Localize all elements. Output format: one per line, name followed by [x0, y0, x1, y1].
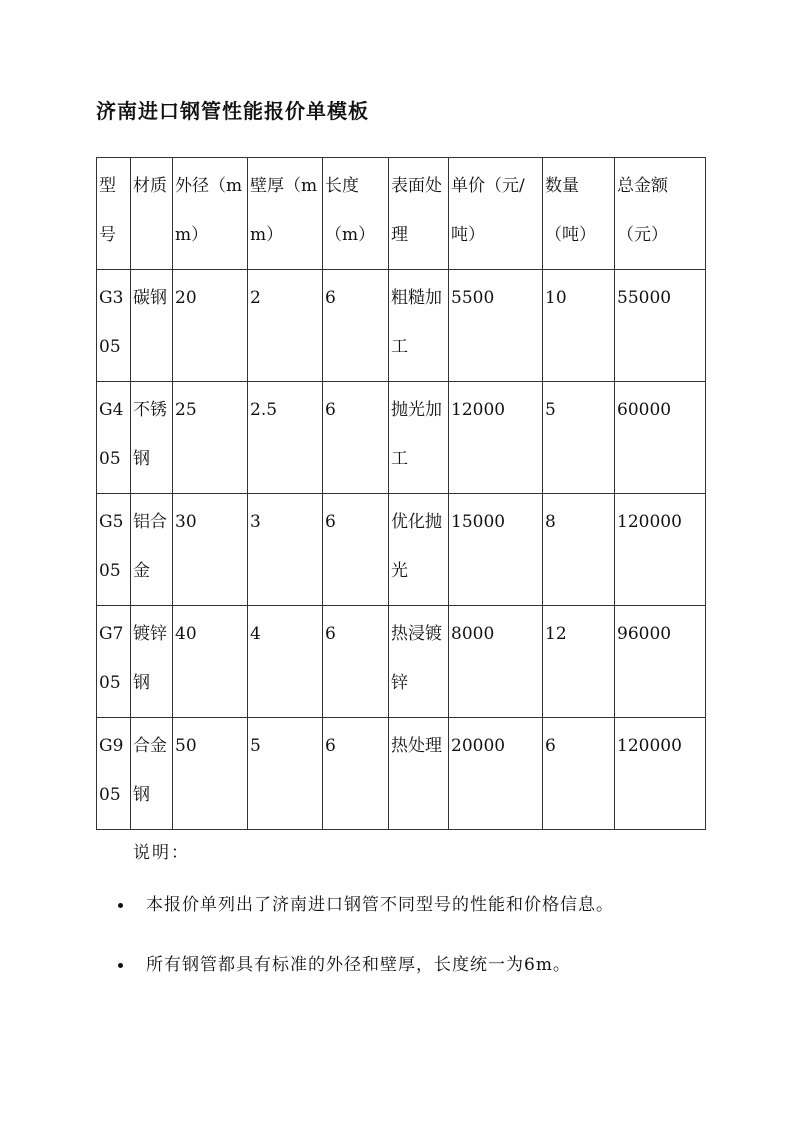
header-cell-unit-price: 单价（元/吨）: [449, 158, 543, 270]
cell-quantity: 12: [543, 606, 615, 718]
table-row: [97, 606, 706, 718]
cell-model: G505: [97, 494, 131, 606]
cell-quantity: 8: [543, 494, 615, 606]
header-cell-model: 型号: [97, 158, 131, 270]
price-table: [96, 157, 706, 830]
cell-total: 120000: [615, 718, 706, 830]
cell-outer-diameter: 50: [173, 718, 248, 830]
table-row: [97, 718, 706, 830]
cell-model: G305: [97, 270, 131, 382]
cell-total: 60000: [615, 382, 706, 494]
cell-unit-price: 20000: [449, 718, 543, 830]
cell-length: 6: [323, 606, 389, 718]
notes-label: 说明：: [133, 843, 190, 863]
cell-unit-price: 12000: [449, 382, 543, 494]
cell-wall-thickness: 5: [248, 718, 323, 830]
cell-surface: 粗糙加工: [389, 270, 449, 382]
bullet-icon: [118, 963, 123, 968]
header-cell-outer-diameter: 外径（mm）: [173, 158, 248, 270]
table-header-row: [97, 158, 706, 270]
header-cell-length: 长度（m）: [323, 158, 389, 270]
cell-surface: 优化抛光: [389, 494, 449, 606]
cell-model: G405: [97, 382, 131, 494]
header-cell-total: 总金额（元）: [615, 158, 706, 270]
cell-surface: 热处理: [389, 718, 449, 830]
cell-wall-thickness: 2.5: [248, 382, 323, 494]
bullet-icon: [118, 903, 123, 908]
table-row: [97, 382, 706, 494]
cell-outer-diameter: 20: [173, 270, 248, 382]
cell-material: 镀锌钢: [131, 606, 173, 718]
header-cell-quantity: 数量（吨）: [543, 158, 615, 270]
cell-quantity: 10: [543, 270, 615, 382]
cell-wall-thickness: 4: [248, 606, 323, 718]
header-cell-material: 材质: [131, 158, 173, 270]
note-text: 所有钢管都具有标准的外径和壁厚，长度统一为6m。: [146, 955, 571, 975]
cell-model: G705: [97, 606, 131, 718]
cell-quantity: 5: [543, 382, 615, 494]
cell-wall-thickness: 3: [248, 494, 323, 606]
note-text: 本报价单列出了济南进口钢管不同型号的性能和价格信息。: [146, 895, 614, 915]
cell-unit-price: 15000: [449, 494, 543, 606]
cell-surface: 抛光加工: [389, 382, 449, 494]
header-cell-surface: 表面处理: [389, 158, 449, 270]
cell-length: 6: [323, 382, 389, 494]
table-row: [97, 270, 706, 382]
table-row: [97, 494, 706, 606]
cell-length: 6: [323, 494, 389, 606]
cell-material: 碳钢: [131, 270, 173, 382]
cell-unit-price: 8000: [449, 606, 543, 718]
cell-outer-diameter: 25: [173, 382, 248, 494]
cell-material: 合金钢: [131, 718, 173, 830]
cell-total: 120000: [615, 494, 706, 606]
cell-length: 6: [323, 718, 389, 830]
cell-wall-thickness: 2: [248, 270, 323, 382]
cell-material: 铝合金: [131, 494, 173, 606]
list-item: [96, 893, 736, 953]
cell-unit-price: 5500: [449, 270, 543, 382]
list-item: [96, 953, 736, 1013]
cell-outer-diameter: 40: [173, 606, 248, 718]
notes-list: [96, 893, 736, 1013]
cell-model: G905: [97, 718, 131, 830]
cell-length: 6: [323, 270, 389, 382]
cell-material: 不锈钢: [131, 382, 173, 494]
cell-surface: 热浸镀锌: [389, 606, 449, 718]
cell-outer-diameter: 30: [173, 494, 248, 606]
cell-total: 96000: [615, 606, 706, 718]
header-cell-wall-thickness: 壁厚（mm）: [248, 158, 323, 270]
cell-total: 55000: [615, 270, 706, 382]
page-title: 济南进口钢管性能报价单模板: [96, 99, 369, 123]
cell-quantity: 6: [543, 718, 615, 830]
